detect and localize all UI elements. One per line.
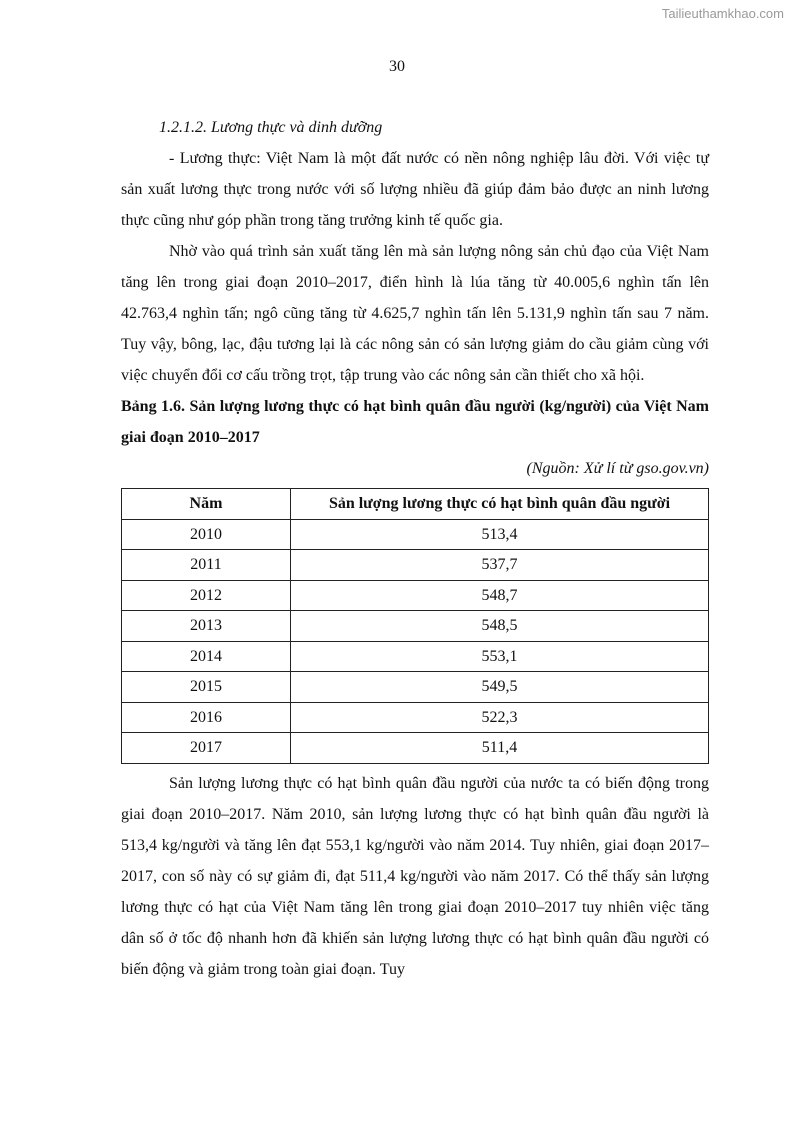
table-row (122, 611, 709, 642)
per-capita-grain-table (121, 488, 709, 764)
paragraph-food: - Lương thực: Việt Nam là một đất nước có nền nông nghiệp lâu đời. Với việc tự sản xuất lương thực trong nước với số lượng nhiều đã giúp đảm bảo được an ninh lương thực cũng như góp phần trong tăng trưởng kinh tế quốc gia. (121, 150, 709, 229)
table-row (122, 702, 709, 733)
cell-value: 548,7 (291, 580, 709, 611)
page-number: 30 (389, 58, 405, 75)
cell-year: 2014 (122, 641, 291, 672)
watermark: Tailieuthamkhao.com (661, 6, 784, 21)
cell-value: 511,4 (291, 733, 709, 764)
table-header-row (122, 489, 709, 520)
cell-value: 513,4 (291, 519, 709, 550)
cell-value: 553,1 (291, 641, 709, 672)
cell-year: 2013 (122, 611, 291, 642)
header-year: Năm (122, 489, 291, 520)
header-per-capita-output: Sản lượng lương thực có hạt bình quân đầu người (291, 489, 709, 520)
document-body (121, 112, 709, 985)
table-row (122, 733, 709, 764)
table-row (122, 550, 709, 581)
cell-year: 2010 (122, 519, 291, 550)
cell-year: 2011 (122, 550, 291, 581)
cell-value: 522,3 (291, 702, 709, 733)
section-heading: 1.2.1.2. Lương thực và dinh dưỡng (159, 119, 383, 136)
table-row (122, 672, 709, 703)
cell-year: 2016 (122, 702, 291, 733)
cell-year: 2015 (122, 672, 291, 703)
table-row (122, 641, 709, 672)
table-row (122, 580, 709, 611)
cell-year: 2017 (122, 733, 291, 764)
table-caption: Bảng 1.6. Sản lượng lương thực có hạt bình quân đầu người (kg/người) của Việt Nam giai đoạn 2010–2017 (121, 398, 709, 446)
table-row (122, 519, 709, 550)
table-source: (Nguồn: Xử lí từ gso.gov.vn) (526, 460, 709, 477)
cell-year: 2012 (122, 580, 291, 611)
paragraph-analysis: Sản lượng lương thực có hạt bình quân đầu người của nước ta có biến động trong giai đoạn 2010–2017. Năm 2010, sản lượng lương thực có hạt bình quân đầu người là 513,4 kg/người và tăng lên đạt 553,1 kg/người vào năm 2014. Tuy nhiên, giai đoạn 2017–2017, con số này có sự giảm đi, đạt 511,4 kg/người vào năm 2017. Có thể thấy sản lượng lương thực có hạt của Việt Nam tăng lên trong giai đoạn 2010–2017 tuy nhiên việc tăng dân số ở tốc độ nhanh hơn đã khiến sản lượng lương thực có hạt bình quân đầu người có biến động và giảm trong toàn giai đoạn. Tuy (121, 774, 709, 978)
paragraph-production: Nhờ vào quá trình sản xuất tăng lên mà sản lượng nông sản chủ đạo của Việt Nam tăng lên trong giai đoạn 2010–2017, điển hình là lúa tăng từ 40.005,6 nghìn tấn lên 42.763,4 nghìn tấn; ngô cũng tăng từ 4.625,7 nghìn tấn lên 5.131,9 nghìn tấn sau 7 năm. Tuy vậy, bông, lạc, đậu tương lại là các nông sản có sản lượng giảm do cầu giảm cùng với việc chuyển đổi cơ cấu trồng trọt, tập trung vào các nông sản cần thiết cho xã hội. (121, 243, 709, 384)
cell-value: 537,7 (291, 550, 709, 581)
cell-value: 548,5 (291, 611, 709, 642)
cell-value: 549,5 (291, 672, 709, 703)
